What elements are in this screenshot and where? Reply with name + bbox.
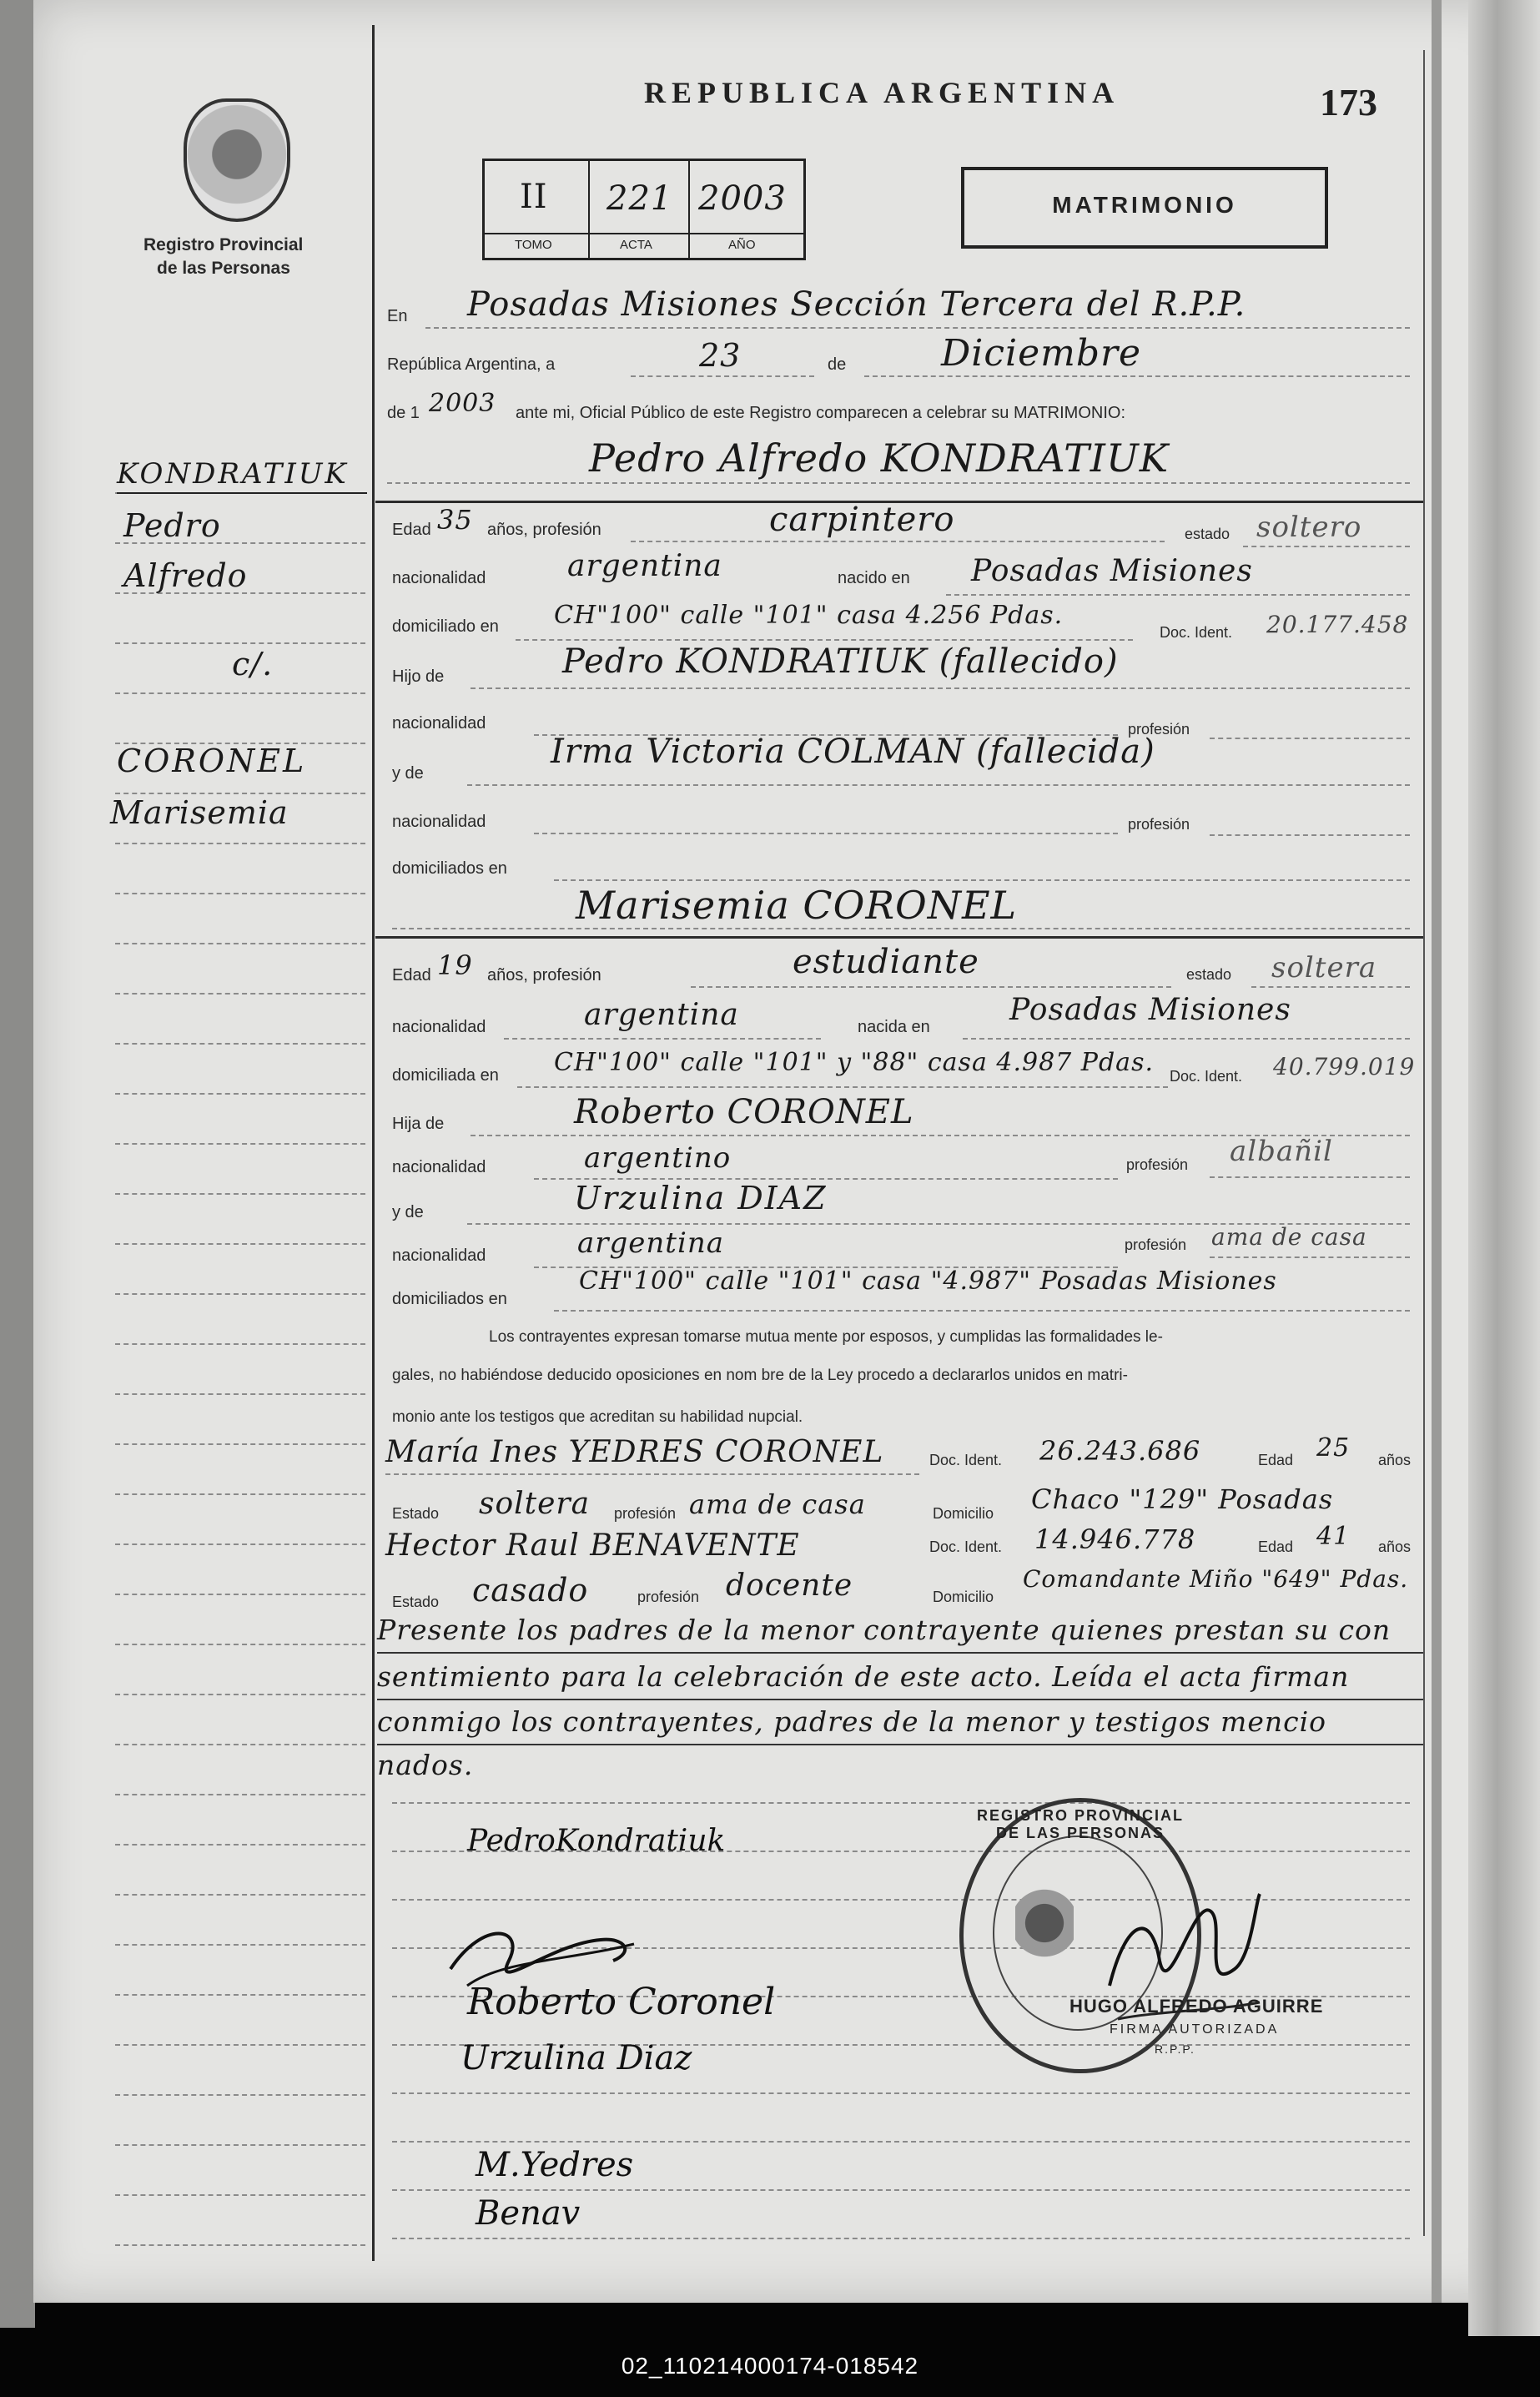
- witness1-name: María Ines YEDRES CORONEL: [385, 1435, 884, 1469]
- witness1-signature: M.Yedres: [476, 2146, 634, 2184]
- place-value: Posadas Misiones Sección Tercera del R.P.P.: [467, 285, 1246, 324]
- bride-father: Roberto CORONEL: [574, 1093, 914, 1131]
- groom-father: Pedro KONDRATIUK (fallecido): [562, 642, 1119, 681]
- groom-domiciliados-label: domiciliados en: [392, 859, 507, 878]
- bride-profession: estudiante: [793, 943, 979, 981]
- tomo-acta-ano-box: [482, 159, 806, 260]
- bride-yde-label: y de: [392, 1203, 424, 1221]
- margin-ruled-line: [115, 893, 365, 894]
- record-type-box: MATRIMONIO: [961, 167, 1328, 249]
- margin-ruled-line: [115, 1594, 365, 1595]
- groom-anos-profesion-label: años, profesión: [487, 521, 601, 539]
- margin-ruled-line: [115, 993, 365, 995]
- groom-birthplace-line: [946, 594, 1410, 596]
- margin-ruled-line: [115, 1093, 365, 1095]
- groom-edad-label: Edad: [392, 521, 431, 539]
- witness2-profession: docente: [726, 1569, 853, 1603]
- groom-nacido-label: nacido en: [838, 569, 910, 587]
- bride-parents-address: CH"100" calle "101" casa "4.987" Posadas Misiones: [579, 1266, 1277, 1296]
- witness1-age: 25: [1316, 1433, 1351, 1463]
- groom-yde-label: y de: [392, 764, 424, 783]
- bride-marital-status: soltera: [1271, 951, 1377, 984]
- country-header: REPUBLICA ARGENTINA: [644, 76, 1120, 109]
- bride-nacionalidad1-label: nacionalidad: [392, 1158, 486, 1176]
- bride-hija-label: Hija de: [392, 1115, 445, 1133]
- right-rule: [1423, 50, 1425, 2236]
- witness2-anos-label: años: [1378, 1538, 1412, 1555]
- bride-address-line: [517, 1086, 1168, 1088]
- bride-father-profession: albañil: [1230, 1135, 1333, 1168]
- margin-ruled-line: [115, 1143, 365, 1145]
- note-rule-3: [377, 1744, 1423, 1745]
- groom-nacionalidad1-label: nacionalidad: [392, 714, 486, 733]
- witness2-doc: 14.946.778: [1034, 1523, 1196, 1555]
- witness1-status: soltera: [479, 1487, 591, 1521]
- signature-ruled-line: [392, 2092, 1410, 2094]
- bride-anos-profesion-label: años, profesión: [487, 966, 601, 984]
- acta-value: 221: [606, 179, 673, 218]
- bride-father-nationality: argentino: [584, 1141, 732, 1175]
- witness1-edad-label: Edad: [1258, 1452, 1294, 1468]
- en-label: En: [387, 307, 408, 325]
- ano-label: AÑO: [728, 238, 756, 252]
- margin-connector: c/.: [232, 646, 274, 682]
- day-line: [631, 375, 814, 377]
- witness2-status: casado: [472, 1572, 589, 1609]
- ano-value: 2003: [698, 179, 787, 218]
- note-rule-2: [377, 1699, 1423, 1700]
- groom-profession-line: [631, 541, 1165, 542]
- bride-estado-label: estado: [1186, 966, 1232, 983]
- witness2-domicilio-label: Domicilio: [933, 1589, 994, 1605]
- signature-ruled-line: [392, 2141, 1410, 2143]
- note-line-4: nados.: [377, 1749, 474, 1781]
- coat-of-arms-emblem: [184, 98, 290, 222]
- witness1-profession: ama de casa: [689, 1488, 866, 1520]
- year-prefix-label: de 1: [387, 404, 420, 422]
- bride-doc-label: Doc. Ident.: [1170, 1068, 1243, 1085]
- bride-mother-prof-line: [1210, 1256, 1410, 1258]
- bride-age: 19: [437, 949, 473, 981]
- margin-ruled-line: [115, 1694, 365, 1695]
- signature-ruled-line: [392, 2189, 1410, 2191]
- page-stack-edge: [1468, 0, 1540, 2336]
- bride-father-prof-line: [1210, 1176, 1410, 1178]
- margin-divider: [372, 25, 375, 2261]
- groom-mother-nat-line: [534, 833, 1118, 834]
- page-binding-line: [1432, 0, 1442, 2303]
- bride-nacionalidad2-label: nacionalidad: [392, 1246, 486, 1265]
- margin-ruled-line: [115, 1994, 365, 1996]
- groom-full-name: Pedro Alfredo KONDRATIUK: [589, 436, 1170, 481]
- margin-ruled-line: [115, 2144, 365, 2146]
- groom-address-line: [516, 639, 1133, 641]
- groom-mother: Irma Victoria COLMAN (fallecida): [551, 733, 1155, 771]
- place-line: [425, 327, 1410, 329]
- bride-full-name: Marisemia CORONEL: [576, 883, 1018, 928]
- bride-nacida-label: nacida en: [858, 1018, 930, 1036]
- witness1-estado-label: Estado: [392, 1505, 440, 1522]
- margin-ruled-line: [115, 1043, 365, 1045]
- margin-ruled-line: [115, 1243, 365, 1245]
- witness1-doc: 26.243.686: [1039, 1435, 1201, 1467]
- groom-nationality: argentina: [567, 549, 722, 583]
- image-id-footer: 02_110214000174-018542: [621, 2353, 919, 2379]
- groom-signature: PedroKondratiuk: [467, 1824, 726, 1858]
- bride-domiciliados-label: domiciliados en: [392, 1290, 507, 1308]
- bride-father-signature: Roberto Coronel: [467, 1981, 776, 2023]
- margin-ruled-line: [115, 2094, 365, 2096]
- stamp-ring-text: REGISTRO PROVINCIAL DE LAS PERSONAS: [976, 1807, 1184, 1841]
- margin-ruled-line: [115, 1894, 365, 1896]
- groom-birthplace: Posadas Misiones: [971, 554, 1253, 588]
- month-value: Diciembre: [941, 332, 1142, 375]
- republica-label: República Argentina, a: [387, 355, 556, 374]
- bride-profession-line: [691, 986, 1171, 988]
- bride-nationality-line: [504, 1038, 821, 1040]
- witness2-doc-label: Doc. Ident.: [929, 1538, 1003, 1555]
- groom-mother-prof-line: [1210, 834, 1410, 836]
- stamp-emblem-icon: [1015, 1886, 1074, 1961]
- margin-ruled-line: [115, 1193, 365, 1195]
- bride-parents-address-line: [554, 1310, 1410, 1312]
- declaration-line-1: Los contrayentes expresan tomarse mutua mente por esposos, y cumplidas las formalidades le-: [489, 1328, 1163, 1346]
- note-line-3: conmigo los contrayentes, padres de la menor y testigos mencio: [377, 1705, 1327, 1738]
- bride-address: CH"100" calle "101" y "88" casa 4.987 Pdas.: [554, 1048, 1154, 1077]
- groom-status-line: [1243, 546, 1410, 547]
- bride-birthplace-line: [963, 1038, 1410, 1040]
- bride-mother-nationality: argentina: [577, 1226, 725, 1260]
- witness1-name-line: [385, 1473, 919, 1475]
- bride-profesion2-label: profesión: [1125, 1236, 1187, 1253]
- bride-mother-profession: ama de casa: [1211, 1223, 1367, 1251]
- groom-hijo-label: Hijo de: [392, 667, 445, 686]
- bride-profesion1-label: profesión: [1126, 1156, 1189, 1173]
- bride-birthplace: Posadas Misiones: [1009, 993, 1291, 1027]
- groom-domiciliado-label: domiciliado en: [392, 617, 499, 636]
- bride-mother-signature: Urzulina Diaz: [460, 2039, 692, 2077]
- official-title: FIRMA AUTORIZADA: [1110, 2022, 1280, 2037]
- page-number: 173: [1320, 81, 1377, 123]
- margin-ruled-line: [115, 1794, 365, 1795]
- page-left-edge: [0, 0, 35, 2328]
- margin-ruled-line: [115, 1343, 365, 1345]
- bride-mother: Urzulina DIAZ: [574, 1180, 828, 1216]
- margin-ruled-line: [115, 843, 365, 844]
- margin-ruled-line: [115, 943, 365, 944]
- margin-ruled-line: [115, 1393, 365, 1395]
- margin-ruled-line: [115, 1644, 365, 1645]
- official-name: HUGO ALFREDO AGUIRRE: [1069, 1996, 1324, 2017]
- witness1-domicilio-label: Domicilio: [933, 1505, 994, 1522]
- note-rule-1: [377, 1652, 1423, 1654]
- witness2-profesion-label: profesión: [637, 1589, 700, 1605]
- margin-ruled-line: [115, 1293, 365, 1295]
- witness2-edad-label: Edad: [1258, 1538, 1294, 1555]
- margin-ruled-line: [115, 1944, 365, 1946]
- tomo-label: TOMO: [515, 238, 552, 252]
- groom-address: CH"100" calle "101" casa 4.256 Pdas.: [554, 601, 1064, 630]
- witness2-age: 41: [1316, 1522, 1351, 1551]
- margin-ruled-line: [115, 1844, 365, 1846]
- bride-edad-label: Edad: [392, 966, 431, 984]
- margin-bride-surname: CORONEL: [117, 743, 307, 779]
- declaration-line-2: gales, no habiéndose deducido oposiciones en nom bre de la Ley procedo a declararlos unidos en matri-: [392, 1367, 1128, 1384]
- witness1-address: Chaco "129" Posadas: [1031, 1483, 1334, 1515]
- signature-ruled-line: [392, 2238, 1410, 2239]
- groom-father-prof-line: [1210, 738, 1410, 739]
- groom-doc-label: Doc. Ident.: [1160, 624, 1233, 641]
- note-line-1: Presente los padres de la menor contrayente quienes prestan su con: [377, 1614, 1392, 1646]
- margin-ruled-line: [115, 1543, 365, 1545]
- official-signature-scribble: [1093, 1886, 1268, 2044]
- day-value: 23: [699, 337, 742, 374]
- bride-nacionalidad-label: nacionalidad: [392, 1018, 486, 1036]
- tomo-value: II: [520, 178, 548, 216]
- declaration-line-3: monio ante los testigos que acreditan su habilidad nupcial.: [392, 1408, 803, 1426]
- groom-marital-status: soltero: [1256, 511, 1362, 544]
- margin-groom-name2: Alfredo: [123, 557, 248, 594]
- intro-text: ante mi, Oficial Público de este Registro comparecen a celebrar su MATRIMONIO:: [516, 404, 1126, 422]
- groom-nacionalidad2-label: nacionalidad: [392, 813, 486, 831]
- margin-ruled-line: [115, 2194, 365, 2196]
- witness1-doc-label: Doc. Ident.: [929, 1452, 1003, 1468]
- witness2-address: Comandante Miño "649" Pdas.: [1023, 1565, 1409, 1593]
- margin-ruled-line: [115, 2244, 365, 2246]
- bride-section-rule: [375, 936, 1423, 939]
- registry-name-line2: de las Personas: [157, 259, 290, 278]
- margin-ruled-line: [115, 1493, 365, 1495]
- year-value: 2003: [429, 389, 496, 418]
- bride-nationality: argentina: [584, 998, 739, 1032]
- groom-profesion1-label: profesión: [1128, 721, 1190, 738]
- margin-groom-surname: KONDRATIUK: [117, 457, 349, 491]
- groom-mother-line: [467, 784, 1410, 786]
- groom-profession: carpintero: [769, 501, 955, 539]
- groom-name-line: [387, 482, 1410, 484]
- groom-nacionalidad-label: nacionalidad: [392, 569, 486, 587]
- margin-groom-name1: Pedro: [123, 507, 221, 544]
- margin-ruled-line: [115, 2044, 365, 2046]
- groom-parents-address-line: [554, 879, 1410, 881]
- bride-doc: 40.799.019: [1273, 1053, 1416, 1080]
- groom-father-line: [471, 687, 1410, 689]
- margin-ruled-line: [115, 1744, 365, 1745]
- registry-name-line1: Registro Provincial: [143, 235, 304, 254]
- margin-ruled-line: [115, 692, 365, 694]
- margin-ruled-line: [115, 642, 365, 644]
- note-line-2: sentimiento para la celebración de este acto. Leída el acta firman: [377, 1660, 1350, 1693]
- bride-name-line: [392, 928, 1410, 929]
- month-line: [864, 375, 1410, 377]
- signature-ruled-line: [392, 1802, 1410, 1804]
- margin-bride-name: Marisemia: [110, 794, 289, 831]
- bride-domiciliada-label: domiciliada en: [392, 1066, 499, 1085]
- bride-status-line: [1251, 986, 1410, 988]
- witness2-name: Hector Raul BENAVENTE: [385, 1528, 800, 1563]
- groom-age: 35: [437, 504, 473, 536]
- witness2-estado-label: Estado: [392, 1594, 440, 1610]
- de-label: de: [828, 355, 847, 374]
- witness1-profesion-label: profesión: [614, 1505, 677, 1522]
- groom-doc: 20.177.458: [1266, 611, 1409, 638]
- official-sub: R.P.P.: [1155, 2042, 1195, 2056]
- groom-profesion2-label: profesión: [1128, 816, 1190, 833]
- groom-estado-label: estado: [1185, 526, 1230, 542]
- acta-label: ACTA: [620, 238, 652, 252]
- margin-ruled-line: [115, 1443, 365, 1445]
- witness2-signature: Benav: [476, 2194, 581, 2233]
- margin-underline-1: [117, 492, 367, 494]
- witness1-anos-label: años: [1378, 1452, 1412, 1468]
